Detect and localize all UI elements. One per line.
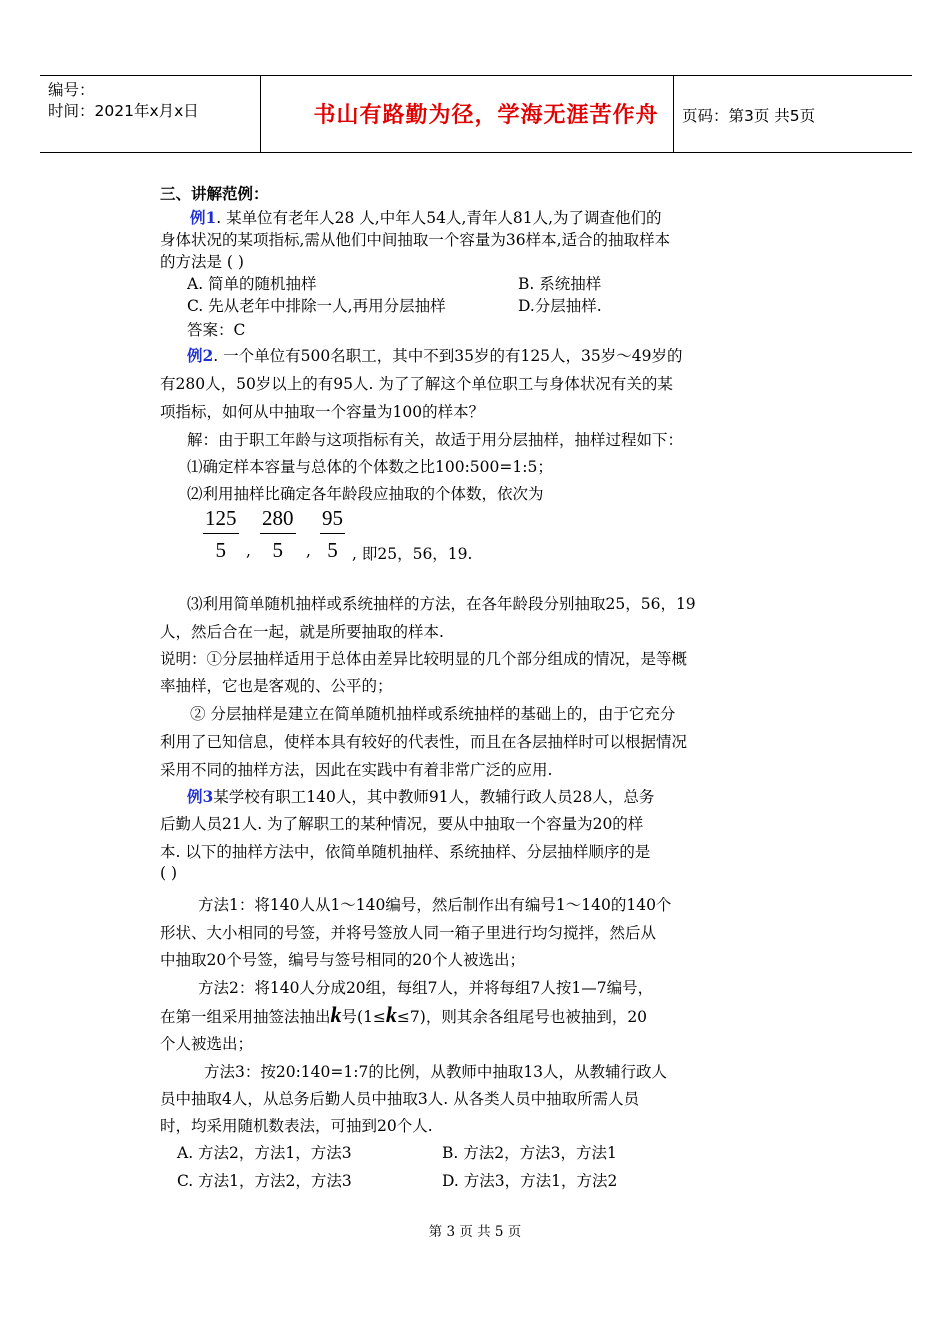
method-2: 方法2：将140人分成20组，每组7人，并将每组7人按1—7编号， [198, 979, 654, 997]
fraction-separator: , [306, 542, 311, 560]
example-2-line3: 项指标，如何从中抽取一个容量为100的样本？ [160, 403, 485, 421]
example-3-label: 例3 [187, 787, 214, 806]
example-2-label: 例2 [187, 346, 214, 365]
page-header [40, 75, 912, 153]
example-3 [187, 785, 654, 807]
fraction-numerator: 95 [320, 506, 345, 534]
option-b: B. 方法2，方法3，方法1 [442, 1144, 617, 1162]
fraction-denominator: 5 [327, 538, 338, 562]
method-1c: 中抽取20个号签，编号与签号相同的20个人被选出； [160, 951, 525, 969]
number-label: 编号： [48, 81, 95, 99]
header-motto: 书山有路勤为径，学海无涯苦作舟 [313, 103, 659, 128]
example-1 [190, 206, 662, 228]
method-3: 方法3：按20:140=1:7的比例，从教师中抽取13人，从教辅行政人 [204, 1063, 668, 1081]
fraction-280-5 [260, 506, 296, 563]
header-divider-right [673, 76, 674, 152]
fraction-denominator: 5 [215, 538, 226, 562]
note-2c: 采用不同的抽样方法，因此在实践中有着非常广泛的应用. [160, 761, 553, 779]
example-2-step-3: ⑶利用简单随机抽样或系统抽样的方法，在各年龄段分别抽取25，56，19 [187, 595, 696, 613]
example-2-step-2: ⑵利用抽样比确定各年龄段应抽取的个体数，依次为 [187, 485, 544, 503]
method-1b: 形状、大小相同的号签，并将号签放人同一箱子里进行均匀搅拌，然后从 [160, 924, 657, 942]
example-3-line4: ( ) [160, 864, 178, 882]
example-2 [187, 344, 683, 366]
note-1: 说明：①分层抽样适用于总体由差异比较明显的几个部分组成的情况，是等概 [160, 650, 688, 668]
example-1-option-b: B. 系统抽样 [518, 275, 602, 293]
method-2c: 个人被选出； [160, 1035, 254, 1053]
example-3-line2: 后勤人员21人. 为了解职工的某种情况，要从中抽取一个容量为20的样 [160, 815, 644, 833]
example-1-line3: 的方法是 ( ) [160, 253, 244, 271]
example-2-text: . 一个单位有500名职工，其中不到35岁的有125人，35岁～49岁的 [213, 347, 683, 365]
method-2b-pre: 在第一组采用抽签法抽出 [160, 1008, 331, 1026]
method-1: 方法1：将140人从1～140编号，然后制作出有编号1～140的140个 [198, 896, 672, 914]
page-footer: 第 3 页 共 5 页 [428, 1224, 522, 1240]
header-info [48, 80, 263, 122]
example-3-text: 某学校有职工140人，其中教师91人，教辅行政人员28人，总务 [213, 788, 655, 806]
example-1-line2: 身体状况的某项指标,需从他们中间抽取一个容量为36样本,适合的抽取样本 [160, 231, 671, 249]
fraction-125-5 [203, 506, 239, 563]
note-1b: 率抽样，它也是客观的、公平的； [160, 677, 393, 695]
example-2-line2: 有280人，50岁以上的有95人. 为了了解这个单位职工与身体状况有关的某 [160, 375, 673, 393]
time-label: 时间：2021年x月x日 [48, 102, 199, 120]
method-3c: 时，均采用随机数表法，可抽到20个人. [160, 1117, 433, 1135]
example-2-solution: 解：由于职工年龄与这项指标有关，故适于用分层抽样，抽样过程如下： [187, 431, 684, 449]
note-2b: 利用了已知信息，使样本具有较好的代表性，而且在各层抽样时可以根据情况 [160, 733, 688, 751]
fraction-result: , 即25，56，19. [352, 545, 473, 563]
example-1-option-c: C. 先从老年中排除一人,再用分层抽样 [187, 297, 446, 315]
method-2b [160, 1002, 647, 1028]
example-1-option-d: D.分层抽样. [518, 297, 602, 315]
fraction-denominator: 5 [272, 538, 283, 562]
option-d: D. 方法3，方法1，方法2 [442, 1172, 618, 1190]
option-a: A. 方法2，方法1，方法3 [177, 1144, 352, 1162]
method-3b: 员中抽取4人，从总务后勤人员中抽取3人. 从各类人员中抽取所需人员 [160, 1090, 640, 1108]
fraction-95-5 [320, 506, 345, 563]
option-c: C. 方法1，方法2，方法3 [177, 1172, 352, 1190]
example-1-label: 例1 [190, 208, 217, 227]
note-2: ② 分层抽样是建立在简单随机抽样或系统抽样的基础上的，由于它充分 [190, 705, 676, 723]
example-1-text: . 某单位有老年人28 人,中年人54人,青年人81人,为了调查他们的 [216, 209, 662, 227]
fraction-numerator: 125 [203, 506, 239, 534]
method-2b-mid: 号(1≤ [341, 1008, 386, 1026]
fraction-numerator: 280 [260, 506, 296, 534]
example-2-step-1: ⑴确定样本容量与总体的个体数之比100:500=1:5； [187, 458, 553, 476]
example-2-step-3b: 人，然后合在一起，就是所要抽取的样本. [160, 623, 444, 641]
example-1-option-a: A. 简单的随机抽样 [187, 275, 317, 293]
fraction-separator: , [246, 542, 251, 560]
method-2b-post: ≤7)，则其余各组尾号也被抽到，20 [396, 1008, 648, 1026]
example-3-line3: 本. 以下的抽样方法中，依简单随机抽样、系统抽样、分层抽样顺序的是 [160, 843, 651, 861]
variable-k: k [385, 1002, 397, 1027]
header-page-code: 页码：第3页 共5页 [682, 107, 816, 125]
example-1-answer: 答案：C [187, 321, 246, 339]
variable-k: k [330, 1002, 342, 1027]
section-title: 三、讲解范例： [160, 185, 269, 203]
